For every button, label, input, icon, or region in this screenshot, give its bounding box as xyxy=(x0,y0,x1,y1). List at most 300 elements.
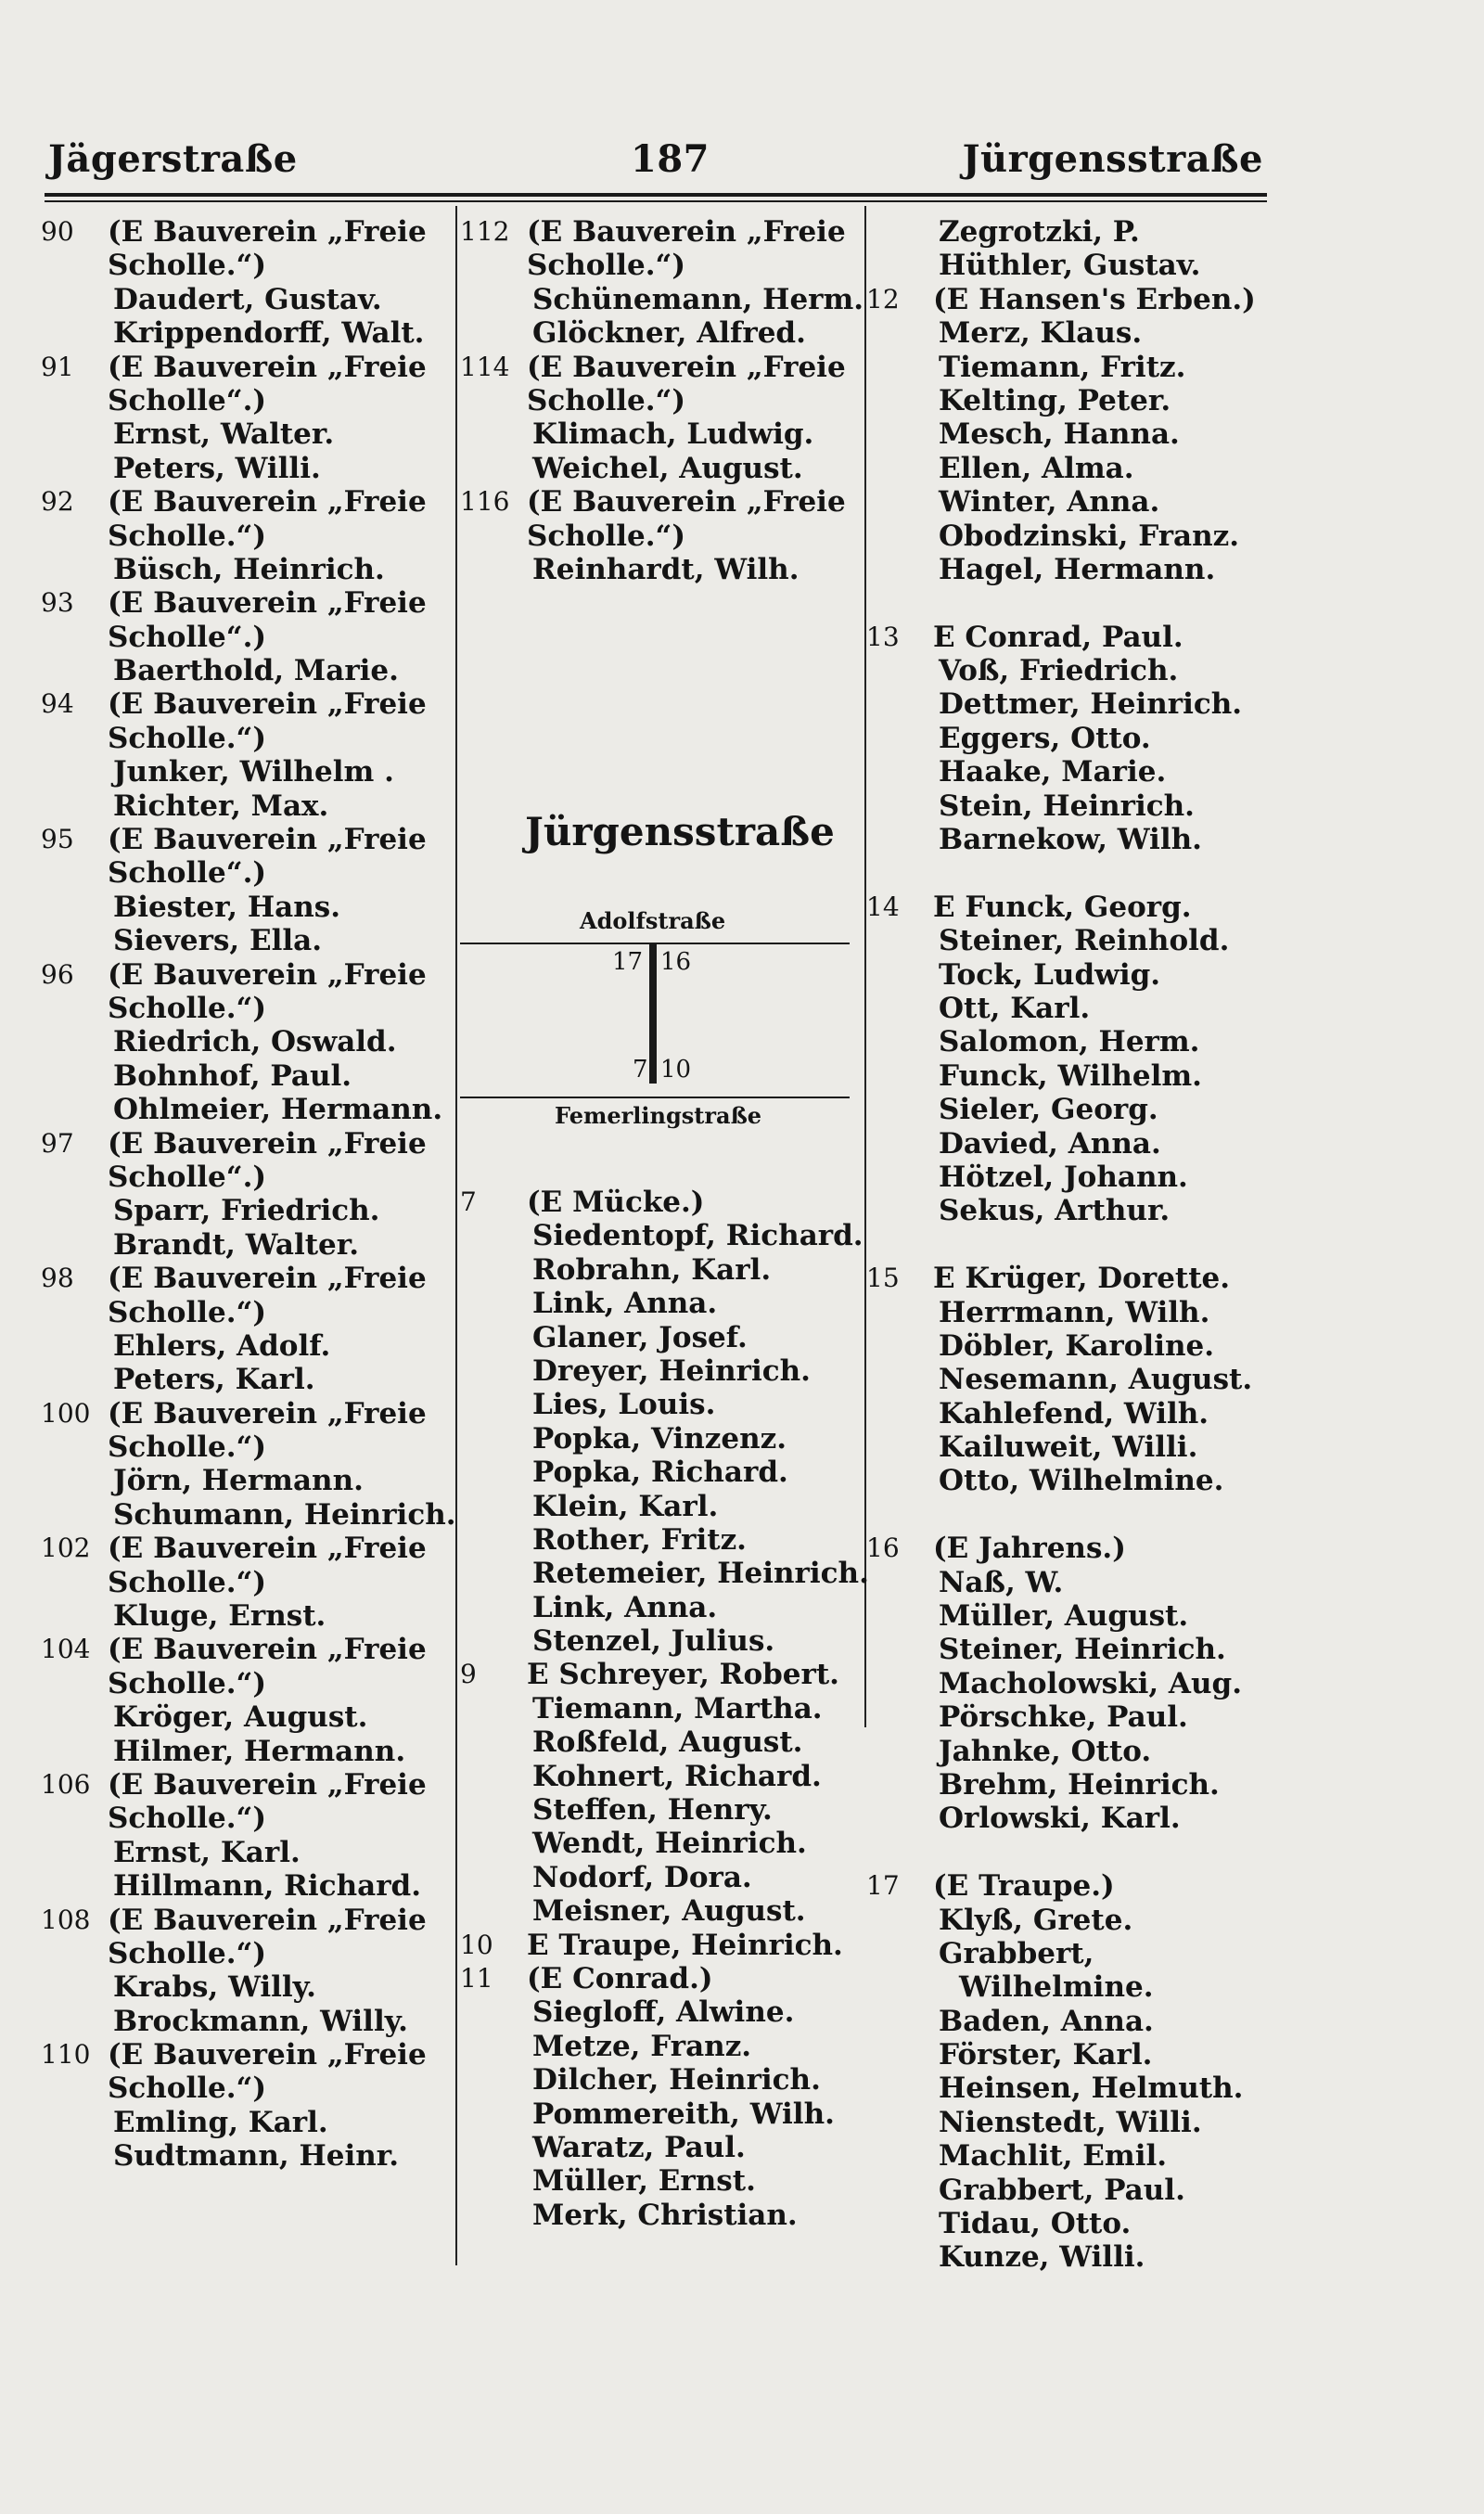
resident-name: Ohlmeier, Hermann. xyxy=(113,1093,443,1127)
resident-name: Jörn, Hermann. xyxy=(113,1464,364,1498)
resident-line xyxy=(460,1624,864,1658)
house-entry xyxy=(41,1397,454,1430)
house-entry xyxy=(460,215,864,249)
resident-line xyxy=(460,1321,864,1354)
resident-line xyxy=(866,1735,1267,1768)
house-entry xyxy=(41,586,454,620)
house-number: 98 xyxy=(41,1263,74,1294)
house-number: 112 xyxy=(460,216,510,247)
entry-text: (E Bauverein „Freie xyxy=(527,485,846,519)
resident-name: Biester, Hans. xyxy=(113,890,341,924)
entry-text: Scholle.“) xyxy=(108,2071,267,2106)
house-entry xyxy=(41,2038,454,2071)
resident-line xyxy=(866,1397,1267,1430)
house-number: 94 xyxy=(41,688,74,720)
entry-text: (E Bauverein „Freie xyxy=(108,687,427,722)
resident-line xyxy=(41,1802,454,1835)
resident-line xyxy=(41,654,454,687)
resident-name: Naß, W. xyxy=(939,1565,1064,1599)
resident-name: Popka, Vinzenz. xyxy=(532,1421,787,1456)
resident-line xyxy=(866,1464,1267,1497)
resident-name: Ellen, Alma. xyxy=(939,451,1134,485)
resident-name: Müller, August. xyxy=(939,1599,1189,1634)
header-rule-thin xyxy=(45,200,1267,202)
house-entry xyxy=(41,1127,454,1161)
resident-line xyxy=(41,1700,454,1734)
resident-line xyxy=(866,2106,1267,2139)
entry-text: E Funck, Georg. xyxy=(933,890,1192,924)
header-right-street: Jürgensstraße xyxy=(962,137,1263,181)
resident-name: Lies, Louis. xyxy=(532,1388,716,1422)
resident-line xyxy=(866,485,1267,519)
entry-text: Scholle.“) xyxy=(108,1936,267,1970)
column-3 xyxy=(866,215,1267,2275)
house-number: 11 xyxy=(460,1962,493,1994)
house-number: 90 xyxy=(41,216,74,247)
house-number: 95 xyxy=(41,824,74,855)
house-entry xyxy=(41,215,454,249)
entry-text: Scholle.“) xyxy=(108,721,267,755)
resident-line xyxy=(41,755,454,789)
resident-line xyxy=(866,452,1267,485)
entry-text: Scholle.“) xyxy=(527,249,686,283)
resident-line xyxy=(460,1422,864,1456)
house-entry xyxy=(41,823,454,856)
resident-name: Voß, Friedrich. xyxy=(939,654,1179,688)
resident-line xyxy=(866,2038,1267,2071)
resident-name: Siedentopf, Richard. xyxy=(532,1219,864,1253)
resident-name: Pörschke, Paul. xyxy=(939,1700,1188,1735)
spacer-row xyxy=(866,586,1267,620)
resident-name: Link, Anna. xyxy=(532,1590,718,1624)
resident-line xyxy=(41,1430,454,1464)
resident-name: Eggers, Otto. xyxy=(939,721,1151,755)
resident-name: Robrahn, Karl. xyxy=(532,1252,772,1287)
resident-line xyxy=(866,1363,1267,1396)
resident-line xyxy=(460,417,864,451)
resident-line xyxy=(41,2071,454,2105)
resident-line xyxy=(41,417,454,451)
resident-line xyxy=(866,316,1267,350)
resident-name: Tiemann, Fritz. xyxy=(939,350,1186,384)
resident-name: Roßfeld, August. xyxy=(532,1725,803,1760)
resident-line xyxy=(460,1456,864,1489)
resident-name: Sparr, Friedrich. xyxy=(113,1194,380,1228)
resident-line xyxy=(460,1219,864,1252)
house-entry xyxy=(41,687,454,721)
resident-line xyxy=(41,2139,454,2173)
resident-line xyxy=(866,2071,1267,2105)
resident-line xyxy=(41,384,454,417)
resident-line xyxy=(866,958,1267,992)
resident-name: Müller, Ernst. xyxy=(532,2164,756,2199)
resident-line xyxy=(866,2139,1267,2173)
entry-text: (E Bauverein „Freie xyxy=(108,2038,427,2072)
entry-text: (E Bauverein „Freie xyxy=(527,350,846,384)
column-divider-1 xyxy=(455,206,457,2265)
resident-line xyxy=(866,654,1267,687)
resident-line xyxy=(41,1566,454,1599)
resident-line xyxy=(866,924,1267,957)
resident-name: Wilhelmine. xyxy=(959,1970,1154,2005)
house-number: 116 xyxy=(460,486,510,518)
map-top-street: Adolfstraße xyxy=(580,907,726,934)
resident-line xyxy=(866,1025,1267,1058)
resident-name: Merz, Klaus. xyxy=(939,316,1143,351)
entry-text: (E Bauverein „Freie xyxy=(108,215,427,249)
resident-name: Siegloff, Alwine. xyxy=(532,1995,795,2030)
resident-line xyxy=(866,1599,1267,1633)
resident-name: Otto, Wilhelmine. xyxy=(939,1464,1224,1498)
entry-text: (E Mücke.) xyxy=(527,1186,705,1219)
house-number: 96 xyxy=(41,958,74,990)
resident-line xyxy=(41,2005,454,2038)
resident-line xyxy=(866,1296,1267,1329)
resident-line xyxy=(460,1793,864,1827)
resident-name: Förster, Karl. xyxy=(939,2038,1153,2072)
resident-line xyxy=(866,519,1267,553)
resident-line xyxy=(866,1700,1267,1734)
resident-name: Heinsen, Helmuth. xyxy=(939,2071,1244,2106)
resident-name: Weichel, August. xyxy=(532,451,803,485)
house-entry xyxy=(41,1633,454,1666)
resident-line xyxy=(460,1725,864,1759)
resident-line xyxy=(41,789,454,823)
resident-name: Brockmann, Willy. xyxy=(113,2004,408,2038)
house-number: 97 xyxy=(41,1127,74,1159)
house-entry xyxy=(41,1904,454,1937)
entry-text: E Conrad, Paul. xyxy=(933,620,1183,654)
resident-line xyxy=(866,2005,1267,2038)
resident-line xyxy=(460,1861,864,1894)
house-number: 108 xyxy=(41,1904,91,1935)
resident-line xyxy=(41,992,454,1025)
resident-name: Mesch, Hanna. xyxy=(939,417,1180,452)
house-entry xyxy=(460,1962,864,1995)
entry-text: (E Bauverein „Freie xyxy=(108,957,427,992)
house-entry xyxy=(460,485,864,519)
resident-line xyxy=(460,1253,864,1287)
resident-line xyxy=(460,1523,864,1557)
map-num-top-right: 16 xyxy=(660,948,692,976)
map-title: Jürgensstraße xyxy=(525,809,835,854)
resident-line xyxy=(866,1430,1267,1464)
resident-name: Rother, Fritz. xyxy=(532,1522,747,1557)
resident-name: Glöckner, Alfred. xyxy=(532,316,806,351)
resident-line xyxy=(866,1904,1267,1937)
resident-name: Nienstedt, Willi. xyxy=(939,2105,1202,2139)
entry-text: E Schreyer, Robert. xyxy=(527,1658,839,1692)
resident-line xyxy=(41,1161,454,1194)
resident-name: Winter, Anna. xyxy=(939,485,1160,519)
resident-name: Büsch, Heinrich. xyxy=(113,552,385,586)
resident-line xyxy=(460,2063,864,2097)
resident-name: Krippendorff, Walt. xyxy=(113,316,425,351)
resident-line xyxy=(460,2097,864,2131)
house-entry xyxy=(460,1186,864,1219)
house-number: 91 xyxy=(41,351,74,382)
entry-text: Scholle.“) xyxy=(527,519,686,553)
house-number: 13 xyxy=(866,621,900,652)
resident-name: Sekus, Arthur. xyxy=(939,1194,1171,1228)
page-number: 187 xyxy=(631,137,710,181)
resident-line xyxy=(460,1760,864,1793)
resident-name: Ott, Karl. xyxy=(939,991,1091,1025)
resident-name: Klyß, Grete. xyxy=(939,1903,1133,1937)
resident-line xyxy=(866,1161,1267,1194)
resident-line xyxy=(41,1498,454,1532)
map-num-top-left: 17 xyxy=(612,948,644,976)
entry-text: Scholle“.) xyxy=(108,1160,267,1194)
resident-name: Pommereith, Wilh. xyxy=(532,2097,835,2131)
resident-name: Kailuweit, Willi. xyxy=(939,1430,1198,1465)
resident-line xyxy=(460,2199,864,2232)
resident-line xyxy=(41,249,454,282)
resident-name: Hilmer, Hermann. xyxy=(113,1734,406,1768)
resident-line xyxy=(41,2106,454,2139)
entry-text: Scholle“.) xyxy=(108,620,267,654)
resident-name: Macholowski, Aug. xyxy=(939,1666,1242,1700)
resident-line xyxy=(41,1025,454,1058)
house-number: 106 xyxy=(41,1768,91,1800)
entry-text: Scholle.“) xyxy=(108,1802,267,1836)
resident-name: Schumann, Heinrich. xyxy=(113,1497,456,1532)
resident-line xyxy=(460,553,864,586)
resident-name: Steiner, Heinrich. xyxy=(939,1633,1226,1667)
resident-line xyxy=(41,891,454,924)
entry-text: Scholle.“) xyxy=(108,991,267,1025)
house-entry xyxy=(866,1262,1267,1295)
resident-line xyxy=(866,1633,1267,1666)
resident-name: Tock, Ludwig. xyxy=(939,957,1161,992)
house-entry xyxy=(41,485,454,519)
resident-name: Emling, Karl. xyxy=(113,2105,328,2139)
resident-line xyxy=(41,621,454,654)
house-entry xyxy=(866,283,1267,316)
house-number: 12 xyxy=(866,283,900,314)
resident-line xyxy=(866,1937,1267,1970)
house-number: 102 xyxy=(41,1533,91,1564)
resident-line xyxy=(866,755,1267,789)
resident-line xyxy=(866,1566,1267,1599)
entry-text: (E Hansen's Erben.) xyxy=(933,282,1256,316)
resident-line xyxy=(41,1836,454,1869)
resident-name: Glaner, Josef. xyxy=(532,1320,748,1354)
resident-line xyxy=(41,1228,454,1262)
resident-line xyxy=(460,283,864,316)
entry-text: Scholle.“) xyxy=(108,249,267,283)
resident-name: Tiemann, Martha. xyxy=(532,1691,823,1725)
entry-text: (E Bauverein „Freie xyxy=(108,1633,427,1667)
resident-name: Daudert, Gustav. xyxy=(113,282,382,316)
resident-name: Wendt, Heinrich. xyxy=(532,1827,807,1861)
resident-name: Hagel, Hermann. xyxy=(939,552,1216,586)
resident-line xyxy=(866,351,1267,384)
house-number: 10 xyxy=(460,1929,493,1960)
resident-name: Baden, Anna. xyxy=(939,2004,1154,2038)
resident-name: Junker, Wilhelm . xyxy=(113,755,394,789)
house-entry xyxy=(866,891,1267,924)
resident-line xyxy=(866,687,1267,721)
resident-name: Brandt, Walter. xyxy=(113,1227,360,1262)
resident-name: Kunze, Willi. xyxy=(939,2240,1145,2275)
resident-name: Steiner, Reinhold. xyxy=(939,924,1230,958)
entry-text: (E Bauverein „Freie xyxy=(108,1767,427,1802)
entry-text: Scholle“.) xyxy=(108,383,267,417)
resident-line xyxy=(41,856,454,890)
house-entry xyxy=(460,1929,864,1962)
resident-name: Kröger, August. xyxy=(113,1700,368,1735)
entry-text: E Krüger, Dorette. xyxy=(933,1262,1231,1296)
resident-name: Tidau, Otto. xyxy=(939,2207,1132,2241)
house-number: 92 xyxy=(41,486,74,518)
resident-name: Riedrich, Oswald. xyxy=(113,1025,397,1059)
column-2-bottom xyxy=(460,1186,869,2232)
resident-line xyxy=(460,1692,864,1725)
resident-line xyxy=(460,249,864,282)
resident-line xyxy=(460,1995,864,2029)
resident-name: Sudtmann, Heinr. xyxy=(113,2139,400,2174)
resident-name: Haake, Marie. xyxy=(939,755,1167,789)
header-rule-thick xyxy=(45,193,1267,197)
resident-name: Brehm, Heinrich. xyxy=(939,1767,1220,1802)
resident-name: Bohnhof, Paul. xyxy=(113,1058,352,1093)
resident-name: Orlowski, Karl. xyxy=(939,1802,1181,1836)
resident-line xyxy=(41,1059,454,1093)
entry-text: (E Bauverein „Freie xyxy=(108,1126,427,1161)
entry-text: Scholle.“) xyxy=(108,1565,267,1599)
resident-line xyxy=(41,1329,454,1363)
house-number: 110 xyxy=(41,2039,91,2071)
resident-line xyxy=(460,452,864,485)
resident-line xyxy=(460,2030,864,2063)
resident-name: Metze, Franz. xyxy=(532,2029,752,2063)
resident-line xyxy=(460,1591,864,1624)
house-entry xyxy=(866,1532,1267,1565)
resident-name: Dettmer, Heinrich. xyxy=(939,687,1243,722)
entry-text: Scholle“.) xyxy=(108,856,267,891)
resident-line xyxy=(41,1735,454,1768)
resident-line xyxy=(41,924,454,957)
resident-line xyxy=(460,1287,864,1320)
house-number: 16 xyxy=(866,1533,900,1564)
resident-line xyxy=(866,1059,1267,1093)
spacer-row xyxy=(866,856,1267,890)
resident-name: Obodzinski, Franz. xyxy=(939,519,1240,553)
resident-name: Baerthold, Marie. xyxy=(113,654,399,688)
column-2-top xyxy=(460,215,864,586)
resident-name: Hötzel, Johann. xyxy=(939,1160,1188,1194)
resident-line xyxy=(866,789,1267,823)
resident-name: Machlit, Emil. xyxy=(939,2139,1168,2174)
entry-text: (E Jahrens.) xyxy=(933,1532,1126,1566)
resident-line xyxy=(460,2164,864,2198)
resident-name: Zegrotzki, P. xyxy=(939,215,1140,249)
resident-line xyxy=(866,2207,1267,2240)
resident-line xyxy=(866,1093,1267,1126)
resident-line xyxy=(866,2174,1267,2207)
resident-name: Sievers, Ella. xyxy=(113,924,323,958)
resident-line xyxy=(41,1464,454,1497)
resident-line xyxy=(41,1937,454,1970)
house-entry xyxy=(460,351,864,384)
resident-name: Hüthler, Gustav. xyxy=(939,249,1201,283)
house-number: 114 xyxy=(460,351,510,382)
resident-name: Sieler, Georg. xyxy=(939,1093,1158,1127)
resident-name: Dreyer, Heinrich. xyxy=(532,1353,811,1388)
resident-line xyxy=(41,553,454,586)
house-number: 15 xyxy=(866,1263,900,1294)
resident-line xyxy=(866,1667,1267,1700)
resident-name: Grabbert, xyxy=(939,1936,1094,1970)
spacer-row xyxy=(866,1836,1267,1869)
resident-name: Barnekow, Wilh. xyxy=(939,823,1202,857)
entry-text: Scholle.“) xyxy=(527,383,686,417)
entry-text: (E Bauverein „Freie xyxy=(108,1396,427,1430)
resident-line xyxy=(866,992,1267,1025)
resident-name: Krabs, Willy. xyxy=(113,1970,316,2005)
resident-line xyxy=(866,1194,1267,1227)
resident-line xyxy=(866,249,1267,282)
house-entry xyxy=(866,1869,1267,1903)
entry-text: (E Traupe.) xyxy=(933,1869,1115,1904)
resident-line xyxy=(866,823,1267,856)
resident-line xyxy=(866,722,1267,755)
resident-line xyxy=(866,1127,1267,1161)
map-bottom-line xyxy=(460,1097,850,1098)
resident-line xyxy=(460,1490,864,1523)
resident-line xyxy=(41,316,454,350)
house-entry xyxy=(866,621,1267,654)
resident-line xyxy=(460,519,864,553)
resident-line xyxy=(866,1329,1267,1363)
resident-name: Richter, Max. xyxy=(113,789,329,823)
entry-text: (E Bauverein „Freie xyxy=(527,215,846,249)
resident-line xyxy=(41,1194,454,1227)
map-street-bar xyxy=(649,944,657,1084)
resident-name: Ernst, Karl. xyxy=(113,1835,301,1869)
house-number: 7 xyxy=(460,1186,477,1217)
resident-name: Ernst, Walter. xyxy=(113,417,335,452)
resident-name: Reinhardt, Wilh. xyxy=(532,552,800,586)
resident-line xyxy=(41,1363,454,1396)
resident-name: Salomon, Herm. xyxy=(939,1025,1200,1059)
resident-name: Peters, Karl. xyxy=(113,1363,315,1397)
resident-line xyxy=(866,215,1267,249)
entry-text: (E Bauverein „Freie xyxy=(108,1903,427,1937)
resident-line xyxy=(41,283,454,316)
resident-name: Kelting, Peter. xyxy=(939,383,1171,417)
entry-text: Scholle.“) xyxy=(108,1295,267,1329)
entry-text: E Traupe, Heinrich. xyxy=(527,1928,843,1962)
resident-line xyxy=(41,452,454,485)
resident-name: Döbler, Karoline. xyxy=(939,1328,1215,1363)
spacer-row xyxy=(866,1228,1267,1262)
entry-text: (E Bauverein „Freie xyxy=(108,350,427,384)
map-num-bottom-right: 10 xyxy=(660,1056,692,1084)
resident-line xyxy=(41,519,454,553)
resident-name: Link, Anna. xyxy=(532,1287,718,1321)
map-bottom-street: Femerlingstraße xyxy=(555,1102,762,1129)
resident-line xyxy=(460,1354,864,1388)
resident-name: Kohnert, Richard. xyxy=(532,1759,822,1793)
resident-name: Popka, Richard. xyxy=(532,1456,788,1490)
resident-name: Ehlers, Adolf. xyxy=(113,1328,331,1363)
resident-name: Steffen, Henry. xyxy=(532,1793,773,1828)
resident-name: Kahlefend, Wilh. xyxy=(939,1396,1209,1430)
resident-line xyxy=(866,417,1267,451)
resident-line xyxy=(866,1768,1267,1802)
